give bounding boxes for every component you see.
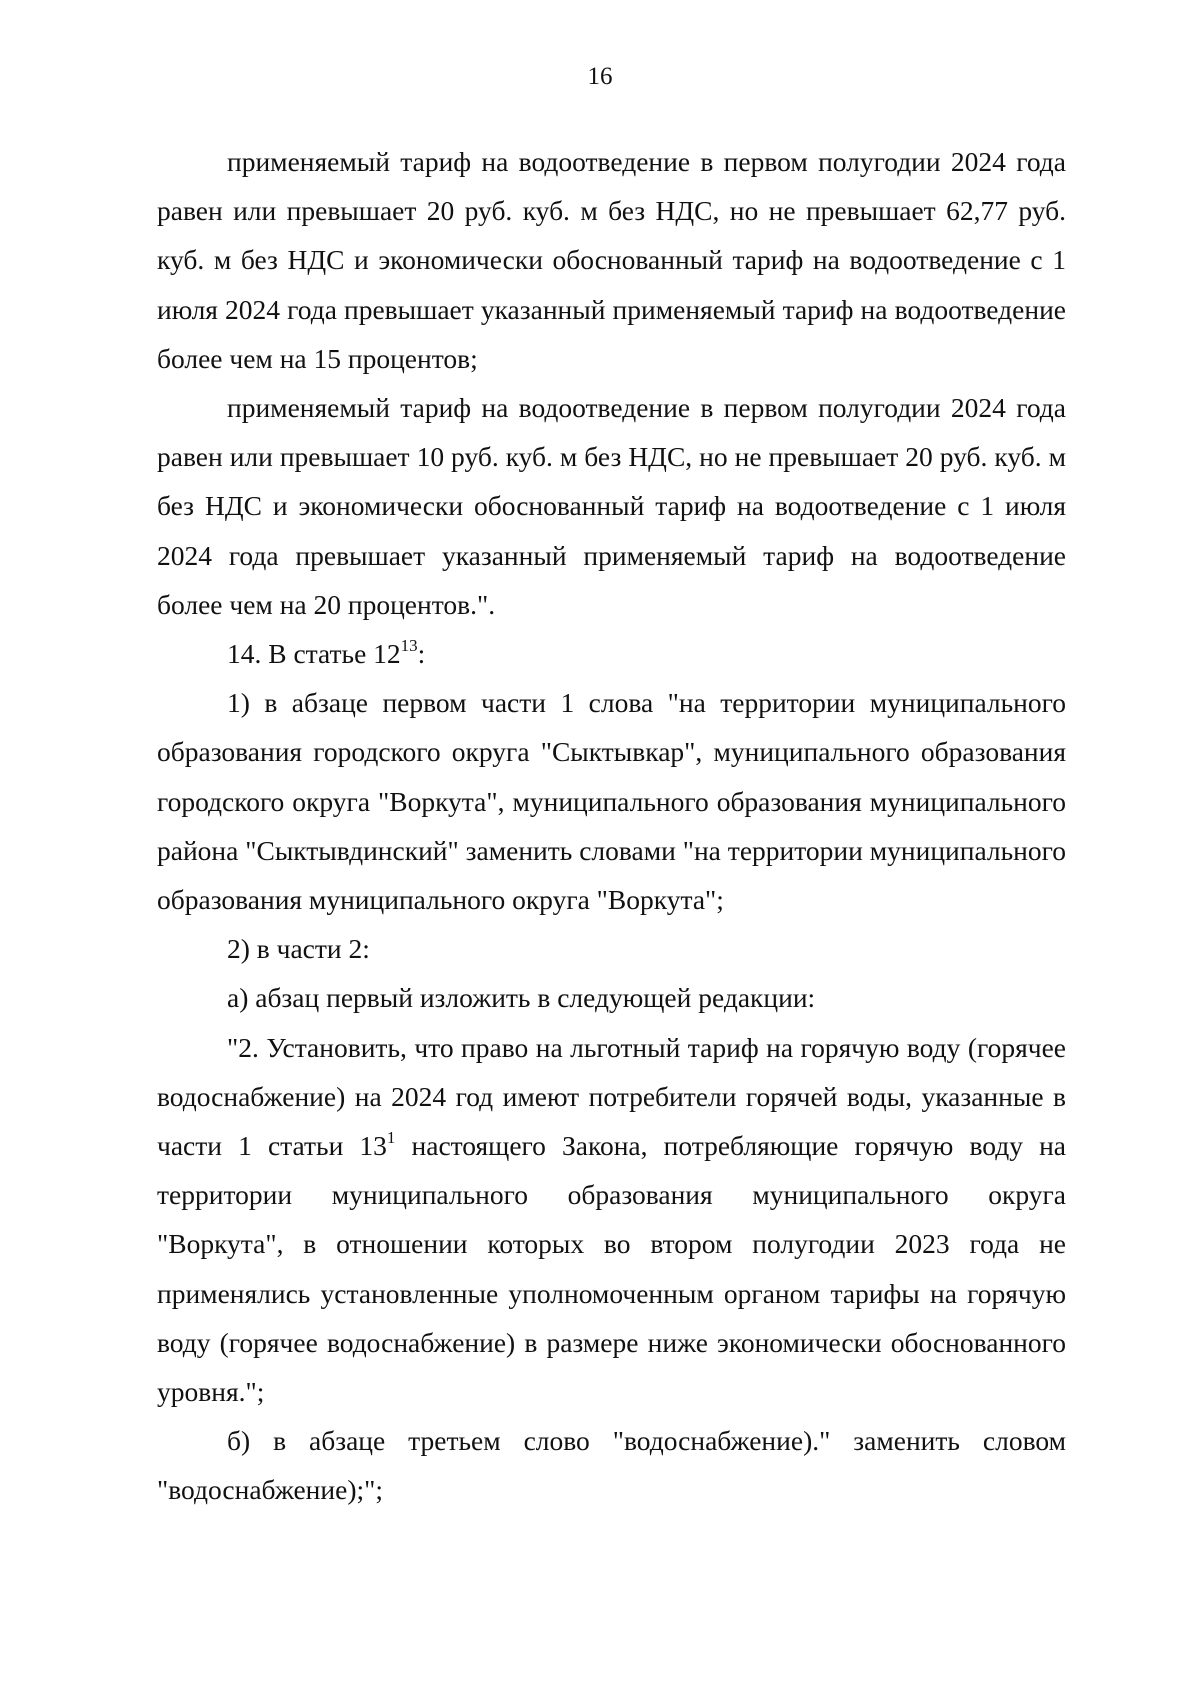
paragraph-tariff-10-rub: применяемый тариф на водоотведение в первом полугодии 2024 года равен или превышает 10 руб. куб. м без НДС, но не превышает 20 руб. куб. м без НДС и экономически обоснованный тариф на водоотведение с 1 июля 2024 года превышает указанный применяемый тариф на водоотведение более чем на 20 процентов.". <box>157 392 1066 620</box>
paragraph-subitem-a: а) абзац первый изложить в следующей редакции: <box>227 982 816 1014</box>
paragraph-subitem-b: б) в абзаце третьем слово "водоснабжение)." заменить словом "водоснабжение);"; <box>157 1425 1066 1506</box>
article-heading-colon: : <box>417 638 426 670</box>
page-number: 16 <box>587 63 613 90</box>
article-heading-text: 14. В статье 12 <box>227 638 401 670</box>
new-wording-text-start: "2. Установить, что право на льготный тариф на горячую воду (горячее водоснабжение) на 2024 год имеют потребители горячей воды, указанные в части 1 статьи 13 <box>157 1031 1066 1162</box>
paragraph-article-12-13 <box>157 629 1066 678</box>
paragraph-tariff-20-rub: применяемый тариф на водоотведение в первом полугодии 2024 года равен или превышает 20 руб. куб. м без НДС, но не превышает 62,77 руб. куб. м без НДС и экономически обоснованный тариф на водоотведение с 1 июля 2024 года превышает указанный применяемый тариф на водоотведение более чем на 15 процентов; <box>157 146 1066 374</box>
new-wording-text-end: настоящего Закона, потребляющие горячую воду на территории муниципального образования муниципального округа "Воркута", в отношении которых во втором полугодии 2023 года не применялись установленные уполномоченным органом тарифы на горячую воду (горячее водоснабжение) в размере ниже экономически обоснованного уровня."; <box>157 1130 1066 1408</box>
document-body <box>157 137 1066 1515</box>
paragraph-item-2: 2) в части 2: <box>227 933 370 965</box>
paragraph-item-1: 1) в абзаце первом части 1 слова "на территории муниципального образования городского округа "Сыктывкар", муниципального образования городского округа "Воркута", муниципального образования муниципального района "Сыктывдинский" заменить словами "на территории муниципального образования муниципального округа "Воркута"; <box>157 687 1066 916</box>
article-13-superscript: 1 <box>386 1127 396 1147</box>
paragraph-new-wording <box>157 1023 1066 1417</box>
article-superscript: 13 <box>400 635 418 655</box>
